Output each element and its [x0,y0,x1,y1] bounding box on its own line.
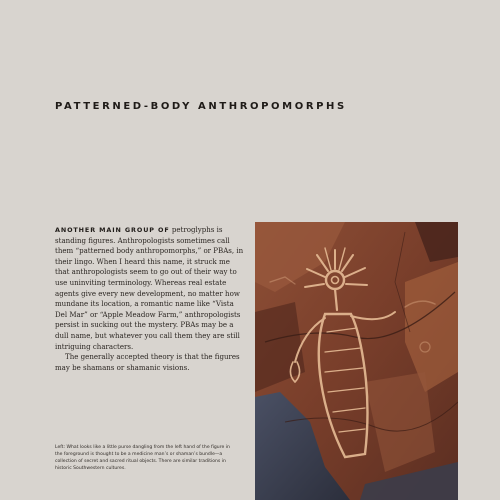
petroglyph-photo [255,222,458,500]
chapter-title: PATTERNED-BODY ANTHROPOMORPHS [55,101,347,112]
lead-in: ANOTHER MAIN GROUP OF [55,226,170,234]
photo-caption: Left: What looks like a little purse dangling from the left hand of the figure in the foreground is thought to be a medicine man’s or shaman’s bundle—a collection of secret and sacred ritual objects. There are similar traditions in historic Southwestern cultures. [55,445,230,471]
body-paragraph-1-text: petroglyphs is standing figures. Anthropologists sometimes call them “patterned body anthropomorphs,” or PBAs, in their lingo. When I heard this name, it struck me that anthropologists seem to go out of their way to use uninviting terminology. Whereas real estate agents give every new development, no matter how mundane its location, a romantic name like “Vista Del Mar” or “Apple Meadow Farm,” anthropologists persist in sucking out the mystery. PBAs may be a dull name, but whatever you call them they are still intriguing characters. [55,225,244,351]
body-paragraph-2: The generally accepted theory is that the figures may be shamans or shamanic visions. [55,352,240,372]
body-paragraph-1 [55,225,245,352]
body-text [55,225,245,373]
